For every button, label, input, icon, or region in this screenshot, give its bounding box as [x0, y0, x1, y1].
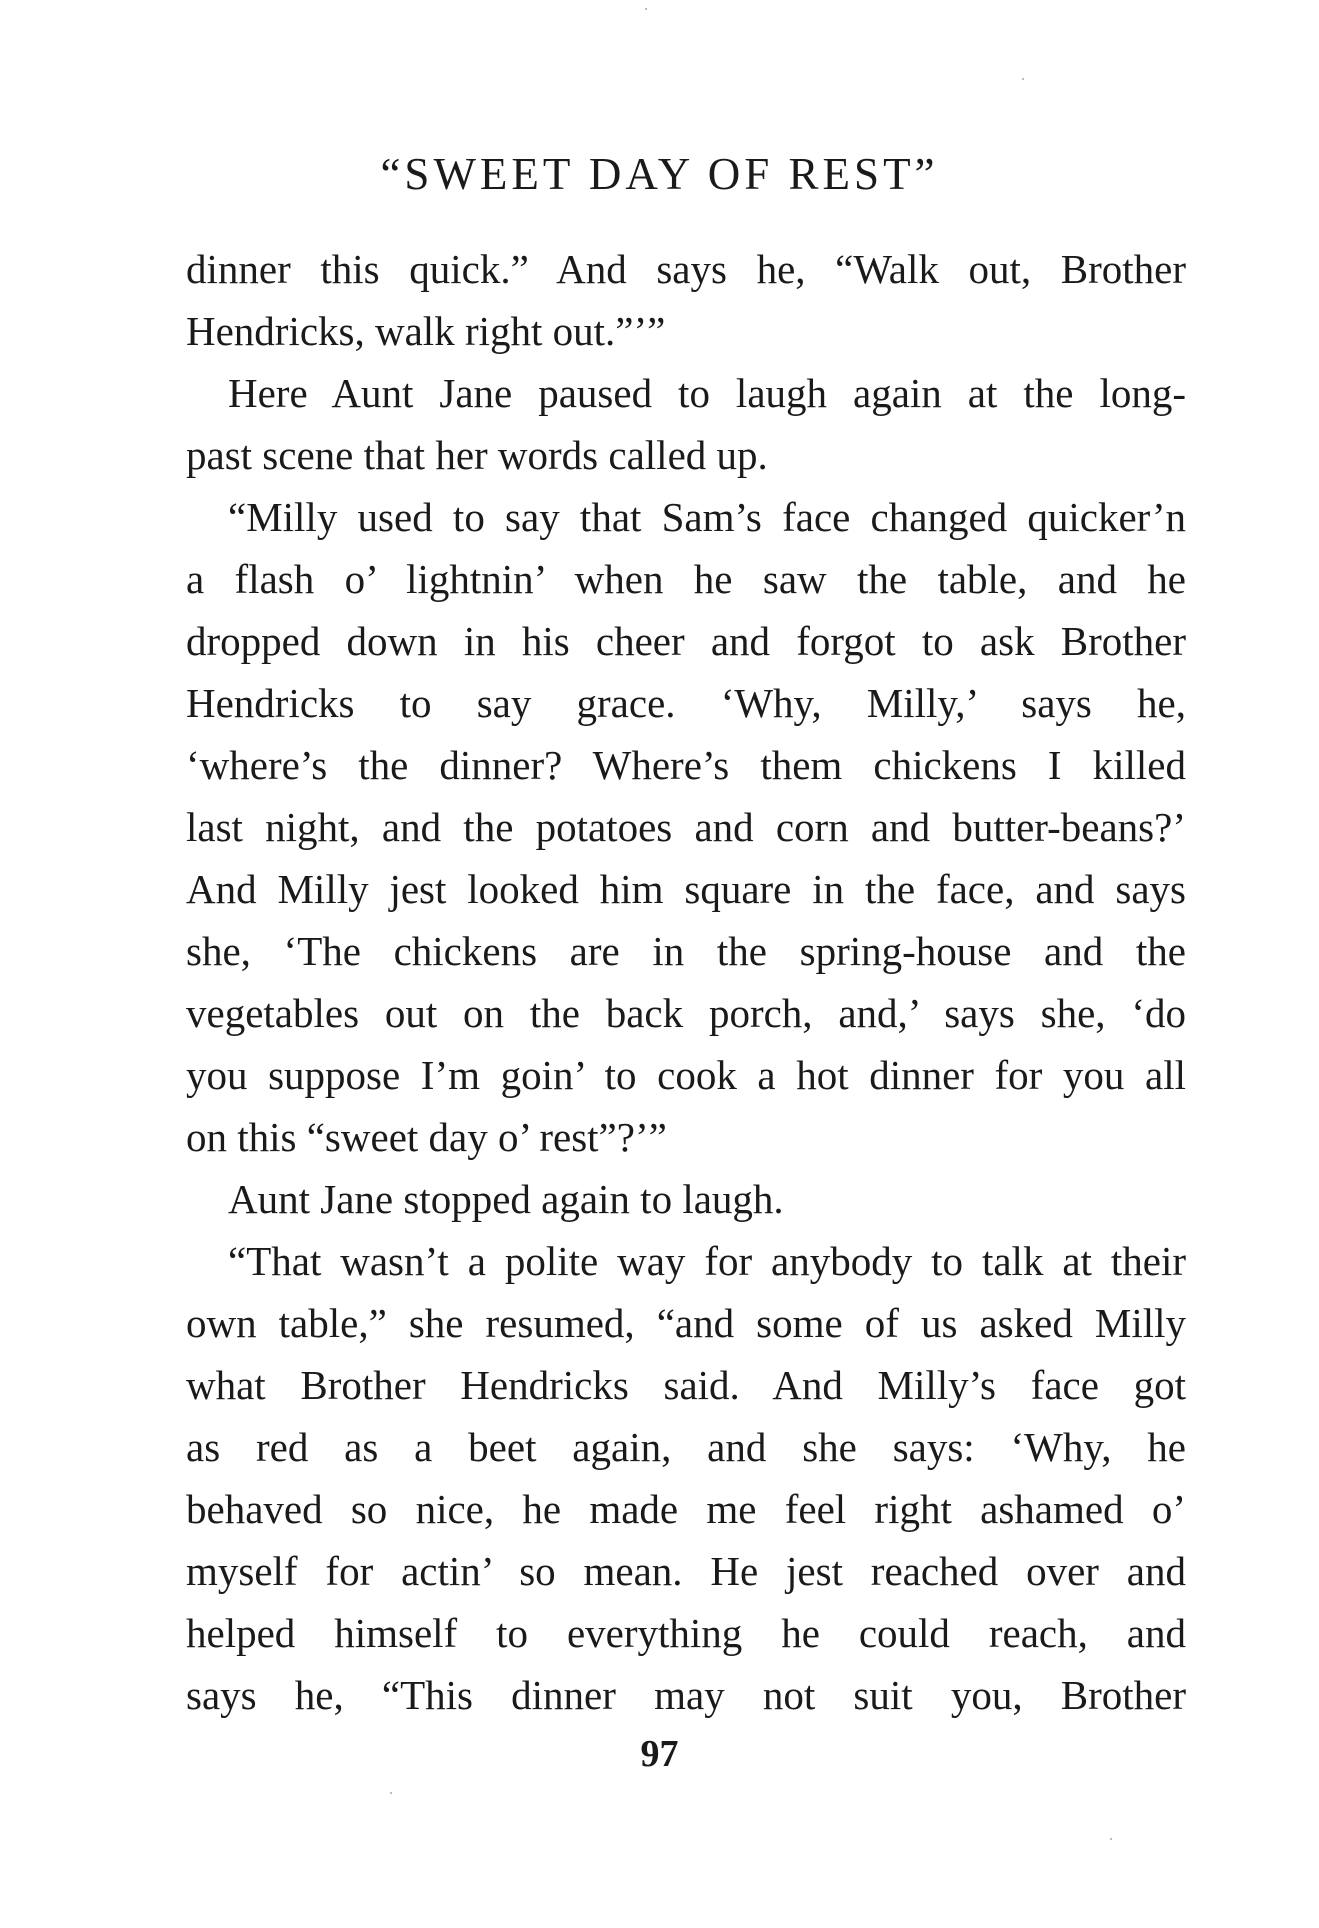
- page-number: 97: [640, 1733, 679, 1775]
- text-line: “Milly used to say that Sam’s face changed quicker’n: [228, 494, 1186, 540]
- paper-speck: [645, 8, 647, 10]
- paper-speck: [1110, 1838, 1112, 1840]
- text-line: dropped down in his cheer and forgot to ask Brother: [186, 618, 1186, 664]
- text-line: what Brother Hendricks said. And Milly’s face got: [186, 1362, 1186, 1408]
- paper-speck: [390, 1792, 392, 1794]
- text-line: Hendricks to say grace. ‘Why, Milly,’ says he,: [186, 680, 1186, 726]
- paper-speck: [1022, 78, 1024, 80]
- running-head: “SWEET DAY OF REST”: [380, 149, 939, 199]
- text-line: says he, “This dinner may not suit you, Brother: [186, 1672, 1186, 1718]
- text-line: “That wasn’t a polite way for anybody to talk at their: [228, 1238, 1186, 1284]
- text-line: you suppose I’m goin’ to cook a hot dinner for you all: [186, 1052, 1186, 1098]
- text-line: dinner this quick.” And says he, “Walk out, Brother: [186, 246, 1186, 292]
- body-text: [186, 238, 1186, 1726]
- text-line: a flash o’ lightnin’ when he saw the table, and he: [186, 556, 1186, 602]
- text-line: And Milly jest looked him square in the face, and says: [186, 866, 1186, 912]
- text-line: behaved so nice, he made me feel right ashamed o’: [186, 1486, 1186, 1532]
- text-line: Hendricks, walk right out.”’”: [186, 308, 666, 354]
- text-line: last night, and the potatoes and corn and butter-beans?’: [186, 804, 1186, 850]
- text-line: helped himself to everything he could reach, and: [186, 1610, 1186, 1656]
- text-line: Here Aunt Jane paused to laugh again at the long-: [228, 370, 1186, 416]
- text-line: Aunt Jane stopped again to laugh.: [228, 1176, 784, 1222]
- text-line: on this “sweet day o’ rest”?’”: [186, 1114, 667, 1160]
- text-line: as red as a beet again, and she says: ‘Why, he: [186, 1424, 1186, 1470]
- text-line: she, ‘The chickens are in the spring-house and the: [186, 928, 1186, 974]
- text-line: ‘where’s the dinner? Where’s them chickens I killed: [186, 742, 1186, 788]
- text-line: myself for actin’ so mean. He jest reached over and: [186, 1548, 1186, 1594]
- text-line: past scene that her words called up.: [186, 432, 768, 478]
- text-line: own table,” she resumed, “and some of us asked Milly: [186, 1300, 1186, 1346]
- text-line: vegetables out on the back porch, and,’ says she, ‘do: [186, 990, 1186, 1036]
